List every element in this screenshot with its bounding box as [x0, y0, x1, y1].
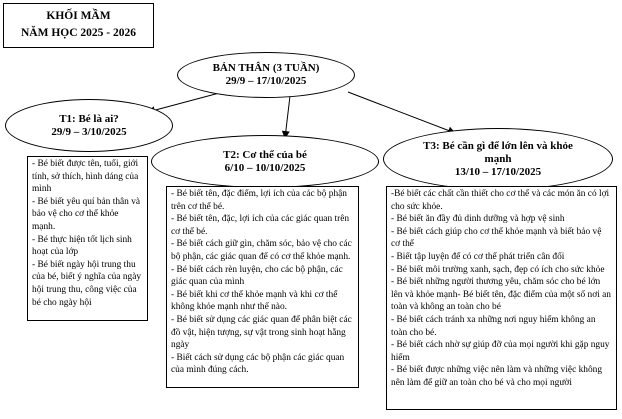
list-item: - Bé biết khi cơ thể khỏe mạnh và khi cơ thể không khỏe mạnh như thế nào.: [171, 289, 338, 313]
list-item: - Bé biết được những việc nên làm và những việc không nên làm để giữ an toàn cho bé và cho mọi người: [391, 365, 603, 388]
header-year: NĂM HỌC 2025 - 2026: [21, 27, 136, 39]
topic-date: 13/10 – 17/10/2025: [454, 165, 542, 178]
list-item: - Bé biết cách giúp cho cơ thể khỏe mạnh và biết bảo vệ cơ thể: [391, 226, 602, 250]
center-date: 29/9 – 17/10/2025: [225, 75, 307, 87]
list-item: -Bé biết các chất cần thiết cho cơ thể và các món ăn có lợi cho sức khỏe.: [391, 189, 610, 212]
school-year-header: [3, 3, 154, 48]
list-item: - Biết cách sử dụng các bộ phận các giác quan của mình đúng cách.: [171, 352, 345, 376]
list-item: - Bé biết cách nhờ sự giúp đỡ của mọi người khi gặp nguy hiểm: [391, 340, 610, 363]
list-item: - Bé biết ngày hội trung thu của bé, biết ý nghĩa của ngày hội trung thu, công việc của bé cho ngày hội: [32, 259, 142, 308]
topic-box-t2: [166, 186, 359, 388]
list-item: - Bé biết cách rèn luyện, cho các bộ phận, các giác quan của mình: [171, 264, 343, 288]
topic-date: 29/9 – 3/10/2025: [51, 125, 127, 138]
topic-title: T2: Cơ thể của bé: [223, 148, 307, 161]
arrow-to-t2: [285, 96, 290, 138]
list-item: - Bé biết môi trường xanh, sạch, đẹp có ích cho sức khỏe: [391, 264, 605, 275]
list-item: - Bé biết cách giữ gìn, chăm sóc, bảo vệ cho các bộ phận, các giác quan để có cơ thể khỏe mạnh.: [171, 239, 352, 262]
topic-node-t1: [5, 99, 173, 152]
topic-node-t3: [383, 128, 613, 190]
arrow-to-t3: [348, 92, 455, 133]
list-item: - Bé thực hiện tốt lịch sinh hoạt của lớp: [32, 234, 132, 258]
topic-title: T3: Bé cần gì để lớn lên và khỏe mạnh: [423, 139, 573, 165]
topic-box-t3: [386, 186, 617, 410]
list-item: - Bé biết yêu quí bản thân và bảo vệ cho cơ thể khỏe mạnh.: [32, 196, 141, 232]
topic-title: T1: Bé là ai?: [59, 112, 119, 125]
list-item: - Bé biết được tên, tuổi, giới tính, sở thích, hình dáng của mình: [32, 159, 139, 195]
list-item: - Bé biết tên, đặc điểm, lợi ích của các bộ phận trên cơ thể bé.: [171, 189, 347, 212]
topic-node-t2: [151, 135, 379, 188]
topic-date: 6/10 – 10/10/2025: [224, 161, 306, 174]
list-item: - Bé biết cách tránh xa những nơi nguy hiểm không an toàn cho bé.: [391, 314, 596, 338]
list-item: - Bé biết những người thương yêu, chăm sóc cho bé lớn lên và khỏe mạnh- Bé biết tên, đặc điểm của một số nơi an toàn và không an toàn cho bé: [391, 277, 611, 313]
list-item: - Bé biết ăn đầy đủ dinh dưỡng và hợp vệ sinh: [391, 214, 565, 225]
list-item: - Bé biết tên, đặc, lợi ích của các giác quan trên cơ thể bé.: [171, 214, 350, 237]
list-item: - Biết tập luyện để có cơ thể phát triển cân đối: [391, 251, 565, 262]
center-theme-node: [177, 52, 355, 98]
list-item: - Bé biết sử dụng các giác quan để phân biệt các đồ vật, hiện tượng, sự vật trong sinh hoạt hằng ngày: [171, 314, 352, 351]
topic-box-t1: [27, 156, 148, 321]
header-grade: KHỐI MẦM: [46, 10, 111, 22]
center-title: BẢN THÂN (3 TUẦN): [212, 62, 320, 74]
